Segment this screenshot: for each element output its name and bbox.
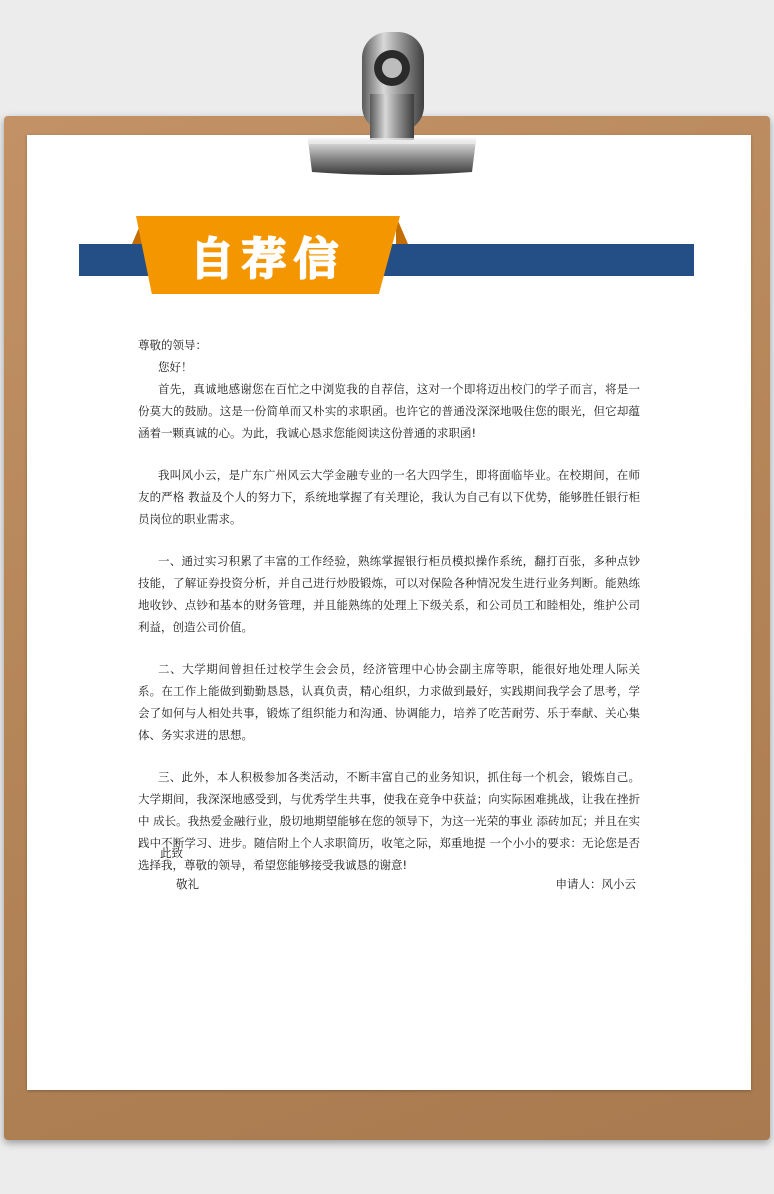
paragraph-point-two: 二、大学期间曾担任过校学生会会员，经济管理中心协会副主席等职，能很好地处理人际关系。在工作上能做到勤勤恳恳，认真负责，精心组织，力求做到最好，实践期间我学会了思考，学会了如何与人相处共事，锻炼了组织能力和沟通、协调能力，培养了吃苦耐劳、乐于奉献、关心集体、务实求进的思想。 — [138, 662, 640, 742]
paragraph-self-introduction: 我叫风小云，是广东广州风云大学金融专业的一名大四学生，即将面临毕业。在校期间，在师友的严格 教益及个人的努力下，系统地掌握了有关理论，我认为自己有以下优势，能够胜任银行柜员岗位的职业需求。 — [138, 468, 640, 526]
paragraph-point-three: 三、此外，本人积极参加各类活动，不断丰富自己的业务知识，抓住每一个机会，锻炼自己。大学期间，我深深地感受到，与优秀学生共事，使我在竞争中获益；向实际困难挑战，让我在挫折中 成长。我热爱金融行业，殷切地期望能够在您的领导下，为这一光荣的事业 添砖加瓦；并且在实践中不断学习、进步。随信附上个人求职简历，收笔之际，郑重地提 一个小小的要求：无论您是否选择我，尊敬的领导，希望您能够接受我诚恳的谢意! — [138, 770, 640, 872]
closing-text: 此致 — [160, 846, 183, 860]
paragraph-intro: 首先，真诚地感谢您在百忙之中浏览我的自荐信，这对一个即将迈出校门的学子而言，将是一份莫大的鼓励。这是一份简单而又朴实的求职函。也许它的普通没深深地吸住您的眼光，但它却蕴涵着一颗真诚的心。为此，我诚心恳求您能阅读这份普通的求职函! — [138, 382, 640, 440]
greeting: 您好！ — [158, 360, 193, 374]
regards-text: 敬礼 — [176, 877, 199, 891]
binder-clip-icon — [290, 24, 480, 184]
salutation: 尊敬的领导： — [138, 338, 207, 352]
applicant-name: 申请人：风小云 — [555, 877, 636, 891]
signature-row — [138, 876, 638, 898]
page-title: 自荐信 — [190, 234, 346, 285]
paragraph-point-one: 一、通过实习积累了丰富的工作经验，熟练掌握银行柜员模拟操作系统，翻打百张，多种点钞技能，了解证券投资分析，并自己进行炒股锻炼，可以对保险各种情况发生进行业务判断。能熟练地收钞、点钞和基本的财务管理，并且能熟练的处理上下级关系，和公司员工和睦相处，维护公司利益，创造公司价值。 — [138, 554, 640, 634]
letter-body — [138, 334, 640, 876]
